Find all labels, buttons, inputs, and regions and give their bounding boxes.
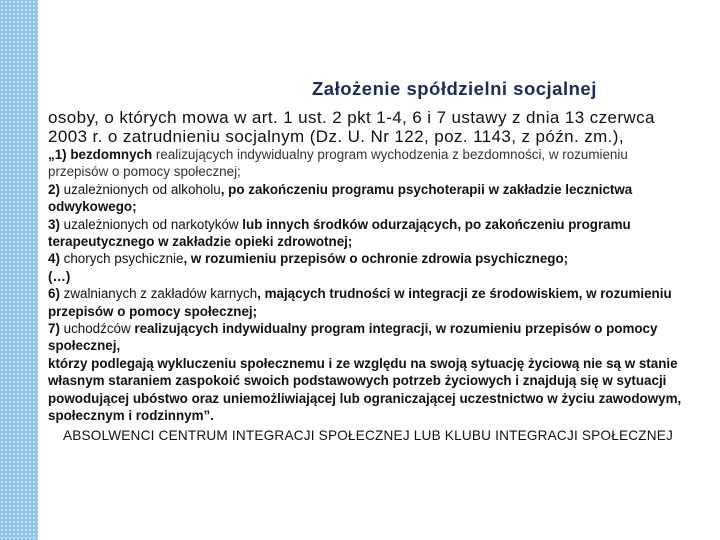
item-head: bezdomnych: [66, 147, 153, 162]
item-head: uzależnionych od narkotyków: [59, 216, 239, 232]
list-item: [48, 146, 688, 181]
item-head: zwalnianych z zakładów karnych: [59, 286, 258, 302]
list-item: [48, 181, 688, 216]
decorative-sidebar: [0, 0, 38, 540]
footer-caption: ABSOLWENCI CENTRUM INTEGRACJI SPOŁECZNEJ LUB KLUBU INTEGRACJI SPOŁECZNEJ: [62, 427, 674, 443]
slide-title: Założenie spółdzielni socjalnej: [312, 78, 597, 99]
item-tail: realizujących indywidualny program integracji, w rozumieniu przepisów o pomocy społecznej,: [48, 321, 658, 354]
item-number: 2): [48, 181, 60, 197]
item-tail: , mających trudności w integracji ze środowiskiem, w rozumieniu przepisów o pomocy społecznej;: [48, 286, 672, 319]
item-head: uzależnionych od alkoholu: [59, 181, 221, 197]
slide-body: [48, 108, 688, 445]
list-item: [48, 285, 688, 320]
item-number: (…): [48, 268, 71, 284]
item-number: 7): [48, 321, 60, 337]
items-list: [48, 146, 688, 355]
item-number: 3): [48, 216, 60, 232]
item-tail: lub innych środków odurzających, po zakończeniu programu terapeutycznego w zakładzie opieki zdrowotnej;: [48, 216, 631, 250]
list-item: [48, 320, 688, 355]
item-number: 4): [48, 251, 60, 267]
closing-paragraph: którzy podlegają wykluczeniu społecznemu i ze względu na swoją sytuację życiową nie są w stanie własnym staraniem zaspokoić swoich podstawowych potrzeb życiowych i znajdują się w sytuacji powodującej ubóstwo oraz uniemożliwiającej lub ograniczającej uczestnictwo w życiu zawodowym, społecznym i rodzinnym”.: [48, 355, 682, 424]
item-tail: realizujących indywidualny program wychodzenia z bezdomności, w rozumieniu przepisów o pomocy społecznej;: [48, 147, 628, 180]
list-item: [48, 268, 688, 285]
item-number: 6): [48, 286, 60, 302]
item-tail: , po zakończeniu programu psychoterapii w zakładzie lecznictwa odwykowego;: [48, 181, 633, 215]
item-head: uchodźców: [59, 321, 131, 337]
list-item: [48, 216, 688, 251]
list-item: [48, 250, 688, 267]
item-tail: , w rozumieniu przepisów o ochronie zdrowia psychicznego;: [183, 251, 569, 267]
intro-paragraph: osoby, o których mowa w art. 1 ust. 2 pkt 1-4, 6 i 7 ustawy z dnia 13 czerwca 2003 r. o zatrudnieniu socjalnym (Dz. U. Nr 122, poz. 1143, z późn. zm.),: [48, 108, 655, 146]
item-head: chorych psychicznie: [59, 251, 184, 267]
item-number: „1): [48, 147, 67, 162]
